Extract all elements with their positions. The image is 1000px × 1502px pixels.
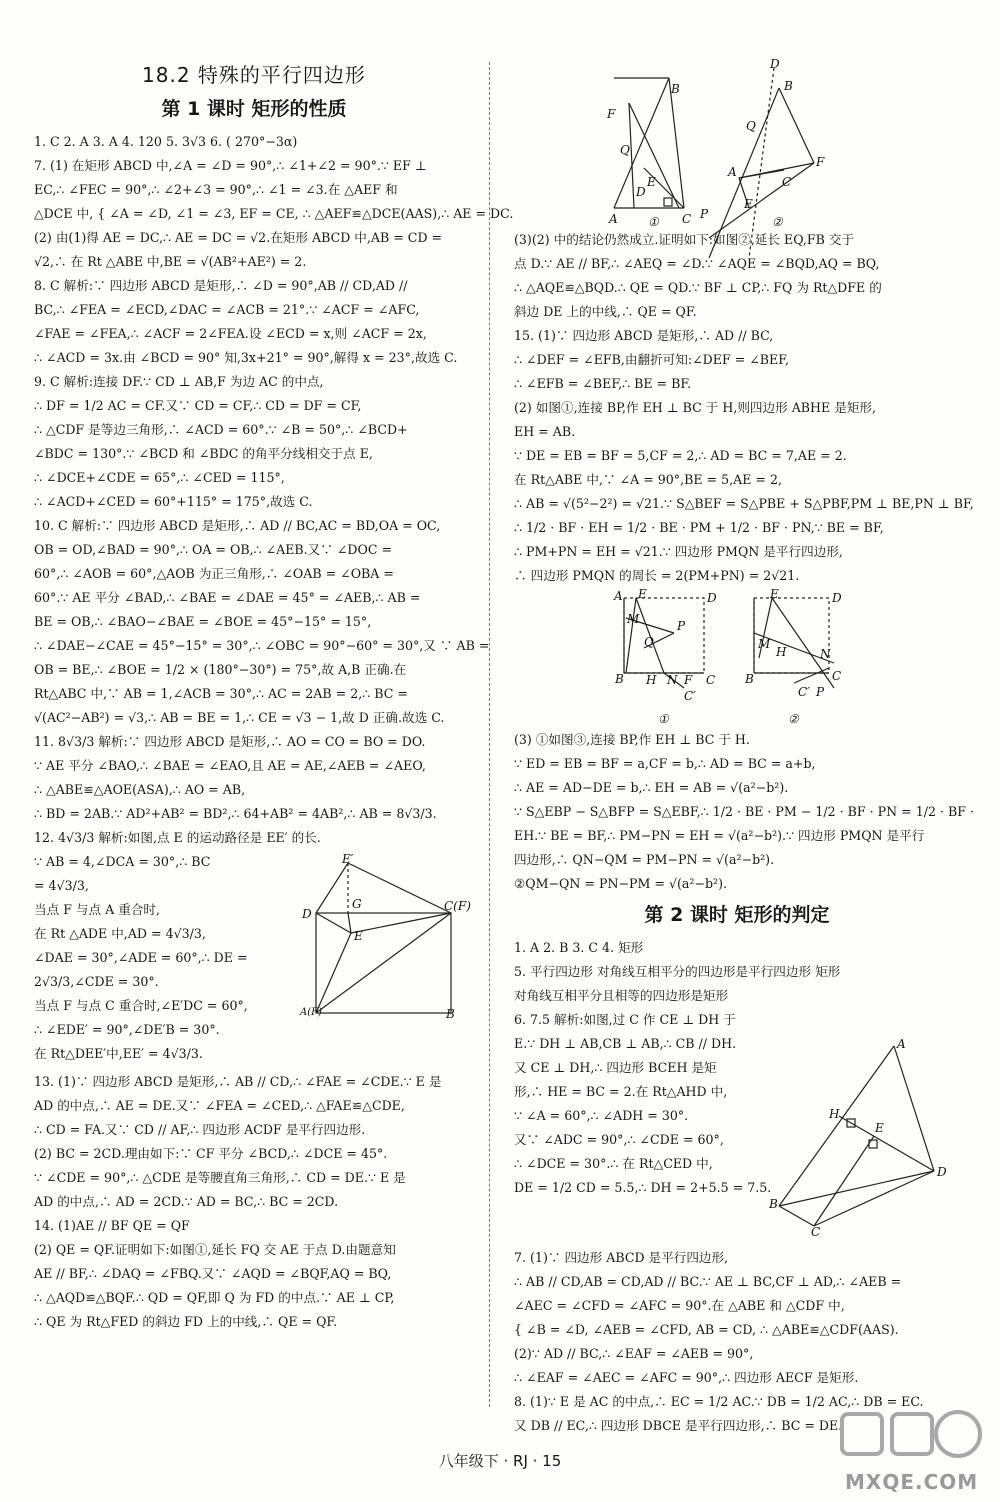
fig6-label-a: A xyxy=(897,1037,906,1051)
fig14b-label-e: E xyxy=(744,197,753,211)
fig15a-label-c: C xyxy=(706,673,716,687)
text-line: 又∵ ∠ADC = 90°,∴ ∠CDE = 60°, xyxy=(514,1132,724,1147)
text-line: ∠DAE = 30°,∠ADE = 60°,∴ DE = xyxy=(34,950,248,965)
text-line: ∴ △AQE≌△BQD.∴ QE = QD.∵ BF ⊥ CP,∴ FQ 为 Rt△DFE 的 xyxy=(514,280,882,295)
fig15a-label-h: H xyxy=(646,673,657,687)
figure-q14 xyxy=(514,58,954,228)
watermark-url: MXQE.COM xyxy=(845,1470,979,1494)
text-line: 当点 F 与点 C 重合时,∠E′DC = 60°, xyxy=(34,998,248,1013)
text-line: ∵ DE = EB = BF = 5,CF = 2,∴ AD = BC = 7,AE = 2. xyxy=(514,448,847,463)
text-line: BE = OB,∴ ∠BAO−∠BAE = ∠BOE = 45°−15° = 15°, xyxy=(34,614,372,629)
text-line: ∴ ∠EFB = ∠BEF,∴ BE = BF. xyxy=(514,376,692,391)
fig15b-label-n: N xyxy=(820,647,831,661)
fig15a-label-a: A xyxy=(614,589,623,603)
text-line: 在 Rt △ADE 中,AD = 4√3/3, xyxy=(34,926,206,941)
text-line: 形,∴ HE = BC = 2.在 Rt△AHD 中, xyxy=(514,1084,728,1099)
fig6-label-c: C xyxy=(811,1225,821,1239)
fig14b-number: ② xyxy=(772,215,783,229)
text-line: ∴ 1/2 · BF · EH = 1/2 · BE · PM + 1/2 · BF · PN,∵ BE = BF, xyxy=(514,520,884,535)
fig12-label-e-prime: E′ xyxy=(342,852,354,866)
text-line: 10. C 解析:∵ 四边形 ABCD 是矩形,∴ AD // BC,AC = BD,OA = OC, xyxy=(34,518,441,533)
fig12-label-d: D xyxy=(302,907,312,921)
fig15b-label-b: B xyxy=(745,672,754,686)
text-line: ∴ ∠DCE = 30°.∴ 在 Rt△CED 中, xyxy=(514,1156,713,1171)
text-line: 13. (1)∵ 四边形 ABCD 是矩形,∴ AB // CD,∴ ∠FAE = ∠CDE.∵ E 是 xyxy=(34,1074,442,1089)
answers-block-4 xyxy=(514,728,974,896)
fig15a-label-p: P xyxy=(677,619,686,633)
text-line: OB = OD,∠BAD = 90°,∴ OA = OB,∴ ∠AEB.又∵ ∠DOC = xyxy=(34,542,393,557)
fig15a-label-c-prime: C′ xyxy=(684,689,696,703)
text-line: ∠AEC = ∠CFD = ∠AFC = 90°.在 △ABE 和 △CDF 中, xyxy=(514,1298,845,1313)
fig15a-number: ① xyxy=(658,712,669,726)
text-line: 在 Rt△ABE 中,∵ ∠A = 90°,BE = 5,AE = 2, xyxy=(514,472,782,487)
fig14a-label-q: Q xyxy=(620,143,630,157)
q12-block xyxy=(34,850,474,1070)
column-divider xyxy=(489,62,490,1407)
text-line: ∴ △CDF 是等边三角形,∴ ∠ACD = 60°.∵ ∠B = 50°,∴ ∠BCD+ xyxy=(34,422,408,437)
text-line: EC,∴ ∠FEC = 90°,∴ ∠2+∠3 = 90°,∴ ∠1 = ∠3.在 △AEF 和 xyxy=(34,182,398,197)
text-line: 又 CE ⊥ DH,∴ 四边形 BCEH 是矩 xyxy=(514,1060,717,1075)
fig12-label-g: G xyxy=(352,897,362,911)
text-line: ∴ AB = √(5²−2²) = √21.∵ S△BEF = S△PBE + S△PBF,PM ⊥ BE,PN ⊥ BF, xyxy=(514,496,974,511)
fig15b-label-d: D xyxy=(832,591,842,605)
text-line: 9. C 解析:连接 DF.∵ CD ⊥ AB,F 为边 AC 的中点, xyxy=(34,374,324,389)
text-line: ∵ ∠CDE = 90°,∴ △CDE 是等腰直角三角形,∴ CD = DE.∵ E 是 xyxy=(34,1170,406,1185)
fig14a-label-f: F xyxy=(607,107,616,121)
text-line: ∴ AE = AD−DE = b,∴ EH = AB = √(a²−b²). xyxy=(514,780,789,795)
text-line: ∴ ∠ACD = 3x.由 ∠BCD = 90° 知,3x+21° = 90°,解得 x = 23°,故选 C. xyxy=(34,350,458,365)
text-line: (3) ①如图③,连接 BP,作 EH ⊥ BC 于 H. xyxy=(514,732,750,747)
fig14a-label-c: C xyxy=(682,212,692,226)
text-line: 当点 F 与点 A 重合时, xyxy=(34,902,161,917)
fig6-label-e: E xyxy=(875,1121,884,1135)
fig15b-label-c: C xyxy=(832,669,842,683)
answers-block-3 xyxy=(514,228,974,588)
text-line: BC,∴ ∠FEA = ∠ECD,∠DAC = ∠ACB = 21°.∵ ∠ACF = ∠AFC, xyxy=(34,302,420,317)
fig14b-label-d: D xyxy=(770,57,780,71)
text-line: √2,∴ 在 Rt △ABE 中,BE = √(AB²+AE²) = 2. xyxy=(34,254,307,269)
fig15a-label-q: Q xyxy=(644,635,654,649)
text-line: ∴ AB // CD,AB = CD,AD // BC.∵ AE ⊥ BC,CF ⊥ AD,∴ ∠AEB = xyxy=(514,1274,902,1289)
fig6-label-h: H xyxy=(829,1107,840,1121)
text-line: 四边形,∴ QN−QM = PM−PN = √(a²−b²). xyxy=(514,852,775,867)
text-line: E.∵ DH ⊥ AB,CB ⊥ AB,∴ CB // DH. xyxy=(514,1036,737,1051)
text-line: AE // BF,∴ ∠DAQ = ∠FBQ.又∵ ∠AQD = ∠BQF,AQ = BQ, xyxy=(34,1266,392,1281)
text-line: { ∠B = ∠D, ∠AEB = ∠CFD, AB = CD, ∴ △ABE≌△CDF(AAS). xyxy=(514,1322,899,1337)
text-line: 斜边 DE 上的中线,∴ QE = QF. xyxy=(514,304,697,319)
text-line: (2) 如图①,连接 BP,作 EH ⊥ BC 于 H,则四边形 ABHE 是矩形, xyxy=(514,400,877,415)
text-line: 12. 4√3/3 解析:如图,点 E 的运动路径是 EE′ 的长. xyxy=(34,830,321,845)
text-line: ∵ S△EBP − S△BFP = S△EBF,∴ 1/2 · BE · PM − 1/2 · BF · PN = 1/2 · BF · xyxy=(514,804,974,819)
text-line: ∠BDC = 130°.∵ ∠BCD 和 ∠BDC 的角平分线相交于点 E, xyxy=(34,446,373,461)
fig15b-label-h: H xyxy=(776,645,787,659)
fig15a-label-f: F xyxy=(684,673,693,687)
answers-block-2 xyxy=(34,1070,474,1334)
fig15b-label-m: M xyxy=(758,637,771,651)
text-line: ∴ △AQD≌△BQF.∴ QD = QF,即 Q 为 FD 的中点.∵ AE ⊥ CP, xyxy=(34,1290,395,1305)
text-line: ∵ AB = 4,∠DCA = 30°,∴ BC xyxy=(34,854,211,869)
text-line: ∴ ∠EDE′ = 90°,∠DE′B = 30°. xyxy=(34,1022,220,1037)
text-line: 1. C 2. A 3. A 4. 120 5. 3√3 6. ( 270°−3α) xyxy=(34,134,298,149)
fig14a-number: ① xyxy=(648,215,659,229)
text-line: EH.∵ BE = BF,∴ PM−PN = EH = √(a²−b²).∵ 四边形 PMQN 是平行 xyxy=(514,828,925,843)
text-line: ∴ ∠ACD+∠CED = 60°+115° = 175°,故选 C. xyxy=(34,494,313,509)
text-line: (2) QE = QF.证明如下:如图①,延长 FQ 交 AE 于点 D.由题意知 xyxy=(34,1242,396,1257)
text-line: ∵ AE 平分 ∠BAO,∴ ∠BAE = ∠EAO,且 AE = AE,∠AEB = ∠AEO, xyxy=(34,758,426,773)
q1-6-text xyxy=(514,936,841,1200)
text-line: ∴ BD = 2AB.∵ AD²+AB² = BD²,∴ 64+AB² = 4AB²,∴ AB = 8√3/3. xyxy=(34,806,437,821)
fig12-label-af: A(F) xyxy=(300,1007,322,1018)
figure-q12 xyxy=(296,852,476,1021)
text-line: ∠FAE = ∠FEA,∴ ∠ACF = 2∠FEA.设 ∠ECD = x,则 ∠ACF = 2x, xyxy=(34,326,427,341)
text-line: ∴ ∠EAF = ∠AEC = ∠AFC = 90°,∴ 四边形 AECF 是矩形. xyxy=(514,1370,859,1385)
fig15b-label-c-prime: C′ xyxy=(798,685,810,699)
text-line: (2) BC = 2CD.理由如下:∵ CF 平分 ∠BCD,∴ ∠DCE = 45°. xyxy=(34,1146,388,1161)
fig14b-label-c: C xyxy=(782,175,792,189)
text-line: ∴ PM+PN = EH = √21.∵ 四边形 PMQN 是平行四边形, xyxy=(514,544,843,559)
text-line: ∵ ∠A = 60°,∴ ∠ADH = 30°. xyxy=(514,1108,689,1123)
fig15b-label-e: E xyxy=(770,587,779,601)
fig15b-label-p: P xyxy=(816,685,825,699)
fig14a-label-e: E xyxy=(647,175,656,189)
answers-block xyxy=(34,130,514,850)
page-footer: 八年级下 · RJ · 15 xyxy=(438,1452,562,1470)
text-line: = 4√3/3, xyxy=(34,878,89,893)
text-line: 8. (1)∵ E 是 AC 的中点,∴ EC = 1/2 AC.∵ DB = 1/2 AC,∴ DB = EC. xyxy=(514,1394,924,1409)
text-line: 14. (1)AE // BF QE = QF xyxy=(34,1218,190,1233)
text-line: (2) 由(1)得 AE = DC,∴ AE = DC = √2.在矩形 ABCD 中,AB = CD = xyxy=(34,230,443,245)
text-line: ∵ ED = EB = BF = a,CF = b,∴ AD = BC = a+b, xyxy=(514,756,816,771)
text-line: 15. (1)∵ 四边形 ABCD 是矩形,∴ AD // BC, xyxy=(514,328,774,343)
lesson-1-title: 第 1 课时 矩形的性质 xyxy=(161,98,347,120)
text-line: 又 DB // EC,∴ 四边形 DBCE 是平行四边形,∴ BC = DE. xyxy=(514,1418,843,1433)
q1-6-block xyxy=(514,936,960,1246)
fig6-label-d: D xyxy=(937,1165,947,1179)
text-line: ∴ DF = 1/2 AC = CF.又∵ CD = CF,∴ CD = DF = CF, xyxy=(34,398,362,413)
text-line: ∴ ∠DAE−∠CAE = 45°−15° = 30°,∴ ∠OBC = 90°−60° = 30°,又 ∵ AB = xyxy=(34,638,490,653)
fig15a-label-n: N xyxy=(667,673,678,687)
fig14a-label-b: B xyxy=(671,82,680,96)
text-line: 5. 平行四边形 对角线互相平分的四边形是平行四边形 矩形 xyxy=(514,964,841,979)
text-line: ∴ 四边形 PMQN 的周长 = 2(PM+PN) = 2√21. xyxy=(514,568,800,583)
fig12-label-cf: C(F) xyxy=(444,899,471,913)
text-line: 对角线互相平分且相等的四边形是矩形 xyxy=(514,988,729,1003)
text-line: DE = 1/2 CD = 5.5,∴ DH = 2+5.5 = 7.5. xyxy=(514,1180,772,1195)
fig12-label-e: E xyxy=(354,929,363,943)
text-line: △DCE 中, { ∠A = ∠D, ∠1 = ∠3, EF = CE, ∴ △AEF≌△DCE(AAS),∴ AE = DC. xyxy=(34,206,514,221)
text-line: 2√3/3,∠CDE = 30°. xyxy=(34,974,159,989)
text-line: OB = BE,∴ ∠BOE = 1/2 × (180°−30°) = 75°,故 A,B 正确.在 xyxy=(34,662,407,677)
text-line: EH = AB. xyxy=(514,424,576,439)
q12-text xyxy=(34,850,294,1066)
text-line: 11. 8√3/3 解析:∵ 四边形 ABCD 是矩形,∴ AO = CO = BO = DO. xyxy=(34,734,426,749)
text-line: Rt△ABC 中,∵ AB = 1,∠ACB = 30°,∴ AC = 2AB = 2,∴ BC = xyxy=(34,686,408,701)
text-line: (3)(2) 中的结论仍然成立.证明如下:如图②,延长 EQ,FB 交于 xyxy=(514,232,855,247)
fig15b-number: ② xyxy=(788,712,799,726)
fig6-label-b: B xyxy=(769,1197,778,1211)
text-line: ∴ △ABE≌△AOE(ASA),∴ AO = AB, xyxy=(34,782,246,797)
fig14b-label-p: P xyxy=(700,207,709,221)
text-line: 8. C 解析:∵ 四边形 ABCD 是矩形,∴ ∠D = 90°,AB // CD,AD // xyxy=(34,278,408,293)
text-line: 1. A 2. B 3. C 4. 矩形 xyxy=(514,940,644,955)
text-line: 60°.∵ AE 平分 ∠BAD,∴ ∠BAE = ∠DAE = 45° = ∠AEB,∴ AB = xyxy=(34,590,421,605)
fig12-label-b: B xyxy=(446,1007,455,1021)
text-line: 点 D.∵ AE // BF,∴ ∠AEQ = ∠D.∵ ∠AQE = ∠BQD,AQ = BQ, xyxy=(514,256,880,271)
text-line: ∴ QE 为 Rt△FED 的斜边 FD 上的中线,∴ QE = QF. xyxy=(34,1314,338,1329)
text-line: ∴ ∠DCE+∠CDE = 65°,∴ ∠CED = 115°, xyxy=(34,470,285,485)
figure-q15 xyxy=(514,588,954,728)
right-column xyxy=(514,57,974,1438)
text-line: 60°,∴ ∠AOB = 60°,△AOB 为正三角形,∴ ∠OAB = ∠OBA = xyxy=(34,566,394,581)
fig14a-label-d: D xyxy=(636,185,646,199)
text-line: ∴ CD = FA.又∵ CD // AF,∴ 四边形 ACDF 是平行四边形. xyxy=(34,1122,366,1137)
text-line: 在 Rt△DEE′中,EE′ = 4√3/3. xyxy=(34,1046,203,1061)
lesson-2-title: 第 2 课时 矩形的判定 xyxy=(644,904,830,926)
text-line: AD 的中点,∴ AD = 2CD.∵ AD = BC,∴ BC = 2CD. xyxy=(34,1194,339,1209)
text-line: √(AC²−AB²) = √3,∴ AB = BE = 1,∴ CE = √3 − 1,故 D 正确.故选 C. xyxy=(34,710,445,725)
fig14b-label-a: A xyxy=(728,165,737,179)
figure-q6 xyxy=(769,1036,959,1239)
text-line: 7. (1) 在矩形 ABCD 中,∠A = ∠D = 90°,∴ ∠1+∠2 = 90°.∵ EF ⊥ xyxy=(34,158,427,173)
fig14b-label-b: B xyxy=(784,79,793,93)
text-line: ∴ ∠DEF = ∠EFB,由翻折可知:∠DEF = ∠BEF, xyxy=(514,352,790,367)
fig14b-label-q: Q xyxy=(746,119,756,133)
text-line: AD 的中点,∴ AE = DE.又∵ ∠FEA = ∠CED,∴ △FAE≌△CDE, xyxy=(34,1098,405,1113)
fig15a-label-d: D xyxy=(707,591,717,605)
fig15a-label-m: M xyxy=(627,612,640,626)
fig14a-label-a: A xyxy=(609,212,618,226)
text-line: 6. 7.5 解析:如图,过 C 作 CE ⊥ DH 于 xyxy=(514,1012,736,1027)
left-column xyxy=(34,58,514,1334)
text-line: (2)∵ AD // BC,∴ ∠EAF = ∠AEB = 90°, xyxy=(514,1346,754,1361)
text-line: 7. (1)∵ 四边形 ABCD 是平行四边形, xyxy=(514,1250,729,1265)
text-line: ②QM−QN = PN−PM = √(a²−b²). xyxy=(514,876,728,891)
fig14b-label-f: F xyxy=(816,155,825,169)
fig15a-label-b: B xyxy=(615,672,624,686)
section-title: 18.2 特殊的平行四边形 xyxy=(142,63,366,87)
fig15a-label-e: E xyxy=(638,587,647,601)
